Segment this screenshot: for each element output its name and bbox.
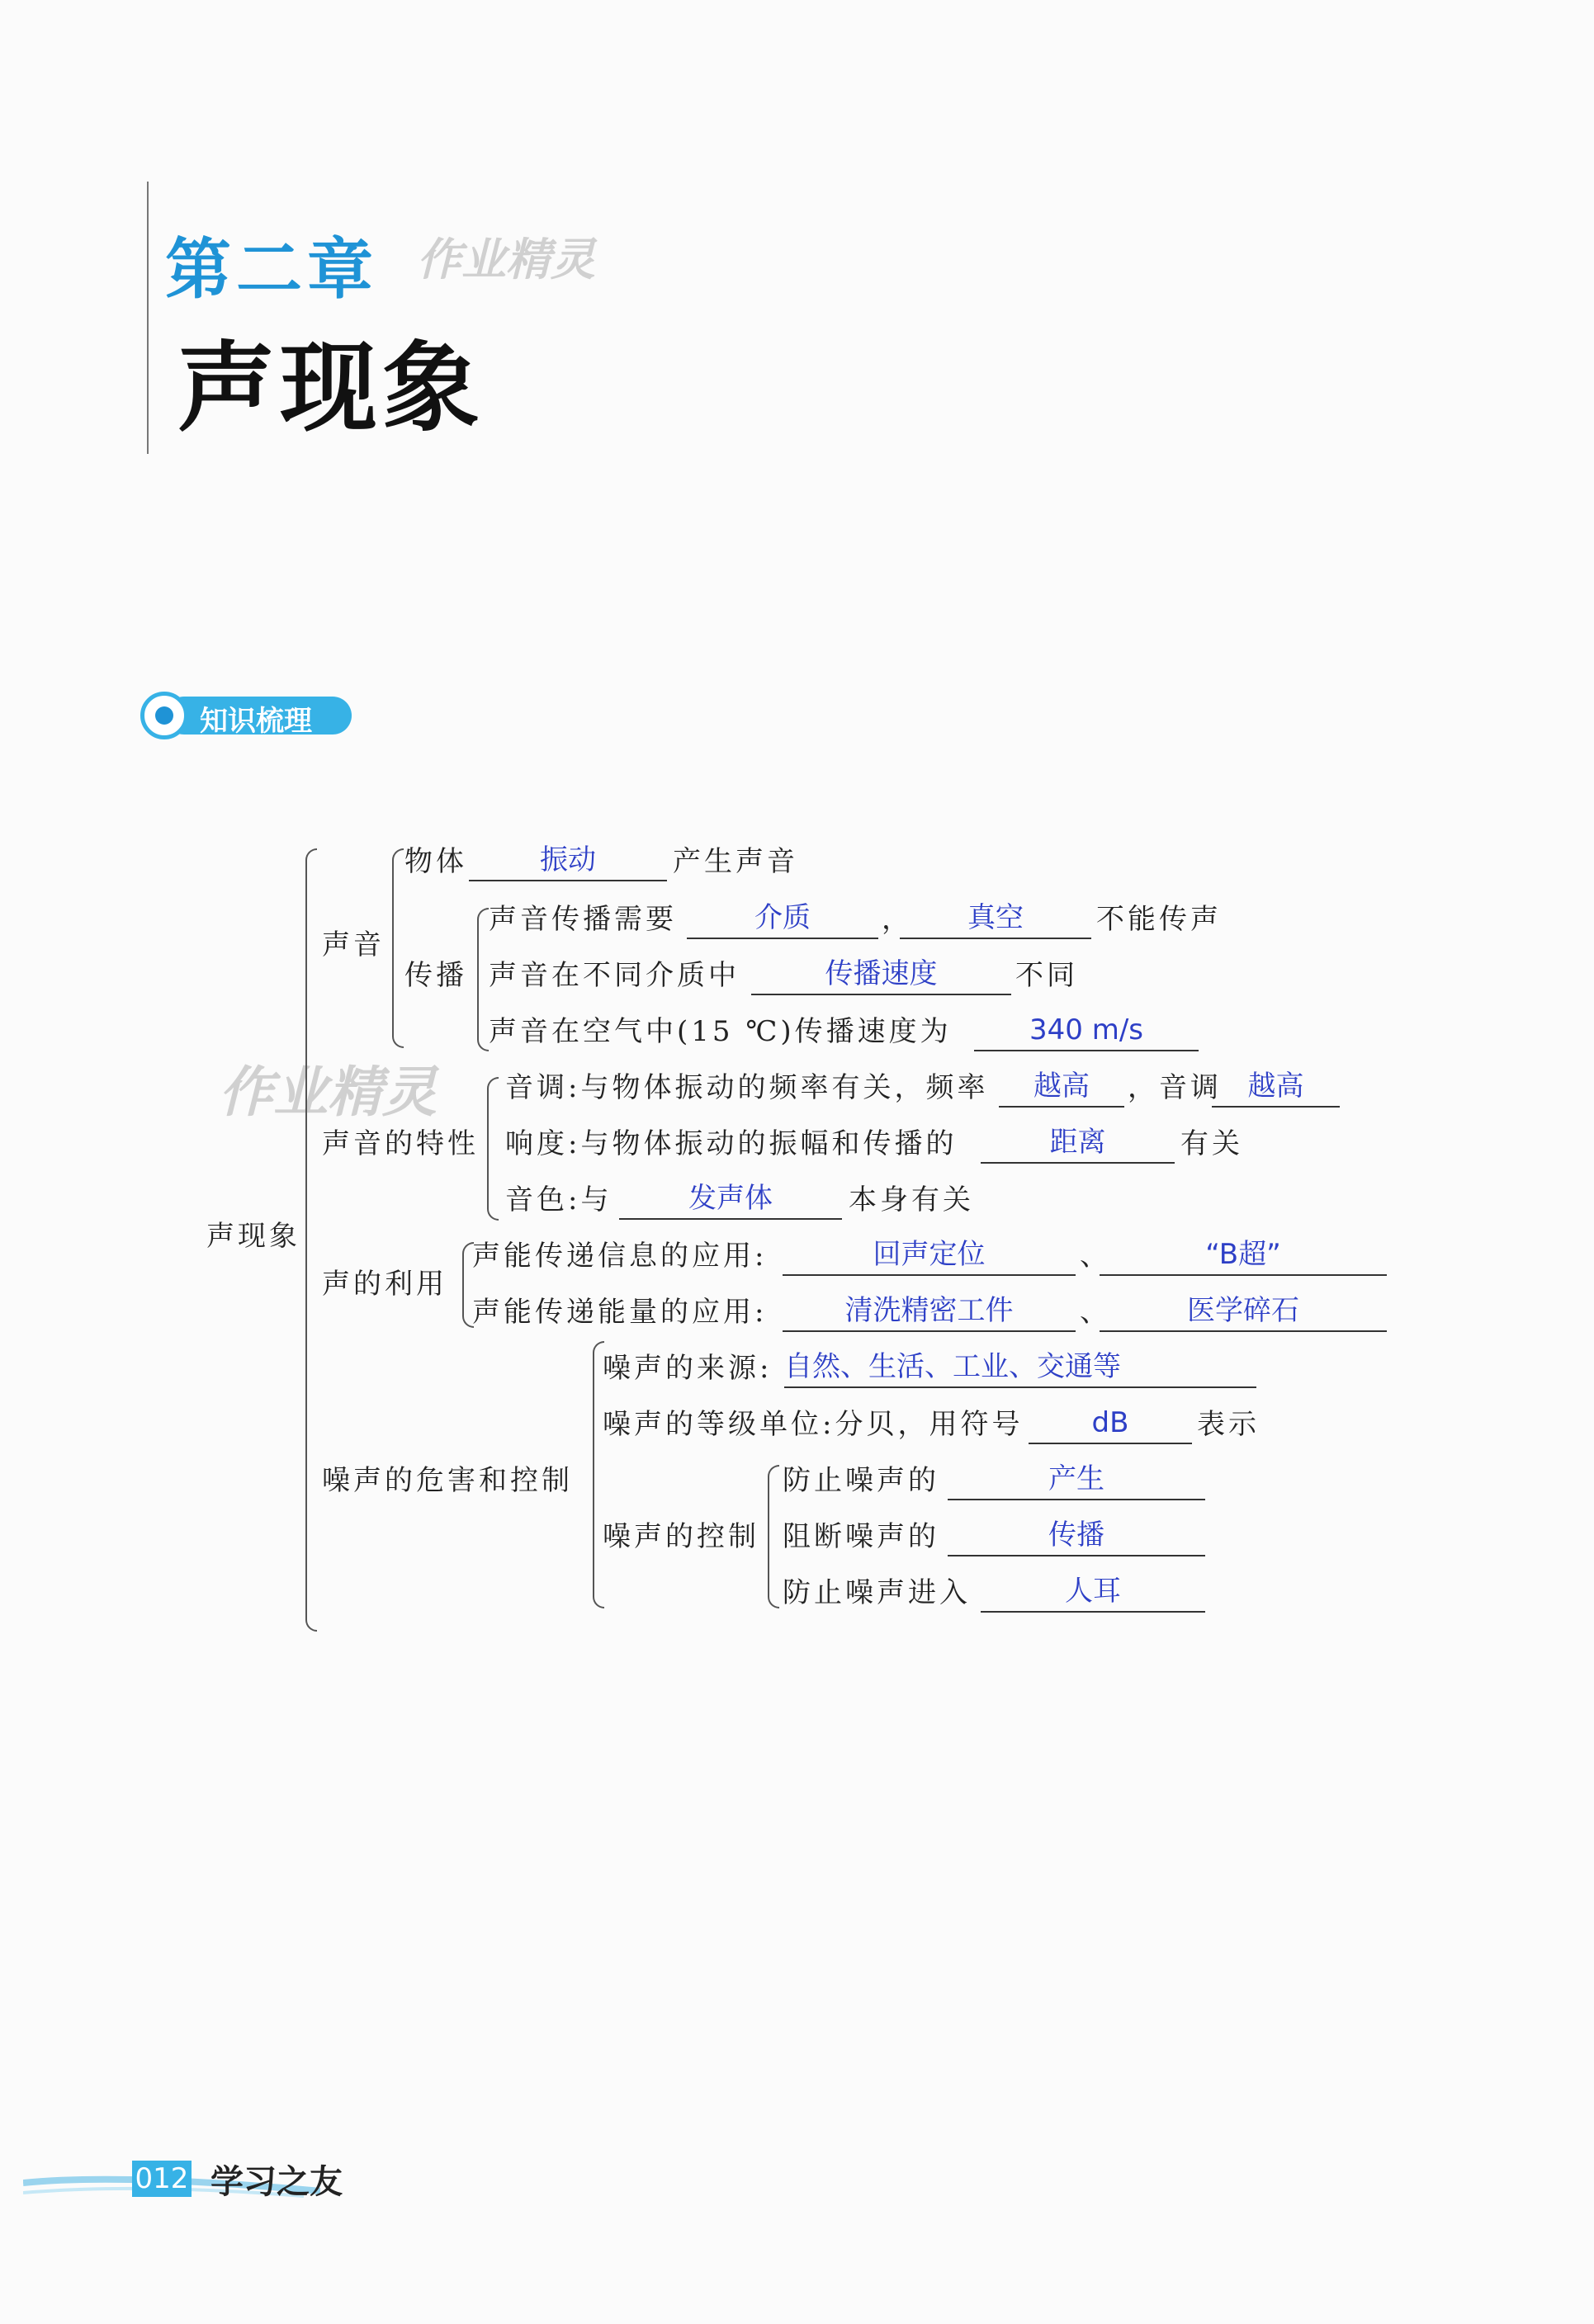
- comma: ，: [882, 903, 913, 936]
- brace-sound: [392, 848, 404, 1048]
- page-number: 012: [132, 2161, 192, 2197]
- answer-air: 340 m/s: [1029, 1013, 1143, 1046]
- traits-label: 声音的特性: [322, 1127, 479, 1160]
- answer-level: dB: [1091, 1406, 1129, 1439]
- medium-post: 不能传声: [1096, 903, 1222, 936]
- c1-pre: 防止噪声的: [783, 1464, 939, 1497]
- loud-pre: 响度:与物体振动的振幅和传播的: [505, 1127, 958, 1160]
- answer-info-1: 回声定位: [873, 1238, 986, 1271]
- control-label: 噪声的控制: [603, 1520, 759, 1553]
- pitch-pre: 音调:与物体振动的频率有关，频率: [505, 1071, 989, 1104]
- timbre-pre: 音色:与: [505, 1183, 613, 1216]
- watermark-2: 作业精灵: [219, 1060, 437, 1124]
- use-label: 声的利用: [322, 1268, 447, 1301]
- chapter-label: 第二章: [165, 231, 378, 308]
- level-pre: 噪声的等级单位:分贝，用符号: [603, 1408, 1024, 1441]
- answer-loud: 距离: [1049, 1126, 1106, 1159]
- answer-medium-2: 真空: [967, 901, 1024, 934]
- source-pre: 噪声的来源:: [603, 1352, 773, 1385]
- medium-pre: 声音传播需要: [489, 903, 677, 936]
- answer-diff: 传播速度: [825, 957, 938, 990]
- answer-info-2: “B超”: [1205, 1238, 1281, 1271]
- answer-c1: 产生: [1048, 1462, 1104, 1495]
- answer-c2: 传播: [1048, 1519, 1104, 1552]
- brace-control: [768, 1465, 779, 1608]
- answer-medium-1: 介质: [754, 901, 811, 934]
- timbre-post: 本身有关: [849, 1183, 974, 1216]
- section-badge: [140, 692, 355, 739]
- answer-produce: 振动: [540, 843, 596, 876]
- chapter-rule: [147, 182, 149, 454]
- answer-source: 自然、生活、工业、交通等: [784, 1350, 1121, 1383]
- brace-traits: [487, 1077, 499, 1221]
- pitch-mid: ，音调: [1128, 1071, 1222, 1104]
- watermark: 作业精灵: [417, 234, 595, 286]
- c2-pre: 阻断噪声的: [783, 1520, 939, 1553]
- produce-post: 产生声音: [673, 845, 798, 878]
- badge-icon: [140, 692, 188, 739]
- page-title: 声现象: [177, 330, 485, 445]
- info-pre: 声能传递信息的应用:: [472, 1240, 768, 1273]
- map-root: 声现象: [206, 1220, 300, 1253]
- answer-timbre: 发声体: [688, 1182, 773, 1215]
- sound-label: 声音: [322, 928, 385, 961]
- level-post: 表示: [1197, 1408, 1260, 1441]
- brace-propagation: [477, 908, 489, 1051]
- loud-post: 有关: [1180, 1127, 1243, 1160]
- brand-name: 学习之友: [210, 2162, 343, 2201]
- produce-pre: 物体: [404, 845, 467, 878]
- sep-2: 、: [1080, 1296, 1111, 1329]
- brace-root: [305, 848, 317, 1632]
- propagation-label: 传播: [404, 959, 467, 992]
- air-pre: 声音在空气中(15 ℃)传播速度为: [489, 1015, 952, 1048]
- answer-pitch-2: 越高: [1247, 1070, 1304, 1103]
- noise-label: 噪声的危害和控制: [322, 1464, 573, 1497]
- badge-label: 知识梳理: [200, 705, 312, 738]
- diff-pre: 声音在不同介质中: [489, 959, 740, 992]
- answer-energy-1: 清洗精密工件: [844, 1294, 1014, 1327]
- diff-post: 不同: [1015, 959, 1078, 992]
- answer-c3: 人耳: [1065, 1575, 1121, 1608]
- answer-pitch-1: 越高: [1033, 1070, 1090, 1103]
- energy-pre: 声能传递能量的应用:: [472, 1296, 768, 1329]
- c3-pre: 防止噪声进入: [783, 1576, 971, 1609]
- answer-energy-2: 医学碎石: [1187, 1294, 1299, 1327]
- sep-1: 、: [1080, 1240, 1111, 1273]
